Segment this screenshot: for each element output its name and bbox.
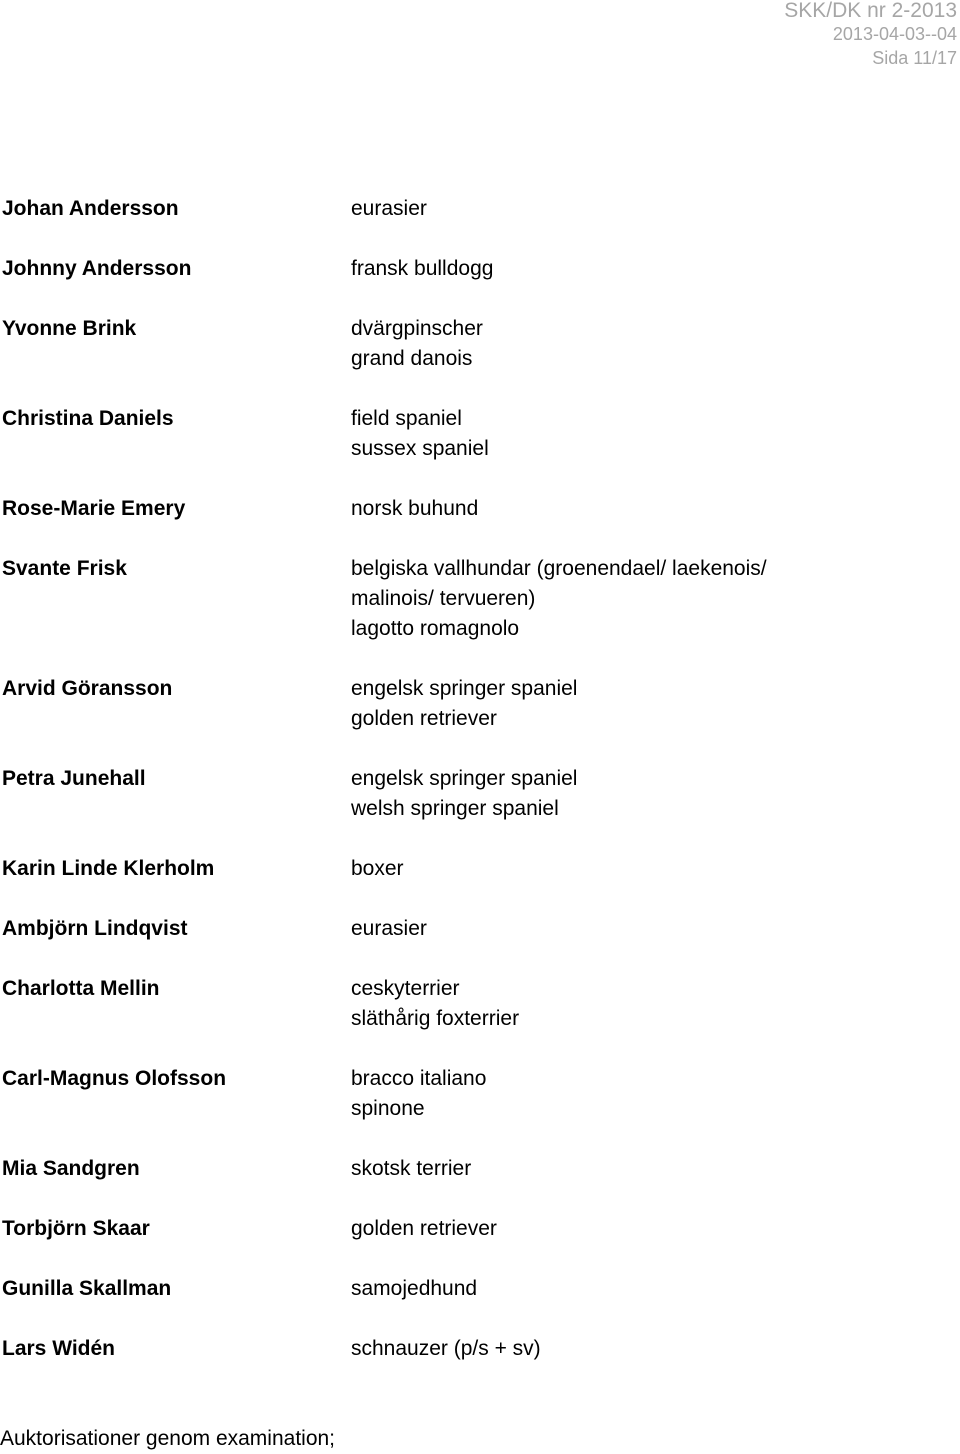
breed-list: [351, 1274, 477, 1304]
breed-list: [351, 554, 767, 644]
breed-list: [351, 764, 577, 824]
judge-name: Torbjörn Skaar: [2, 1217, 150, 1240]
breed-name: samojedhund: [351, 1277, 478, 1300]
breed-list: [351, 1214, 497, 1244]
breed-name: bracco italiano: [351, 1067, 487, 1090]
breed-name: belgiska vallhundar (groenendael/ laekenois/: [351, 557, 767, 580]
judge-name: Carl-Magnus Olofsson: [2, 1067, 227, 1090]
breed-name: field spaniel: [351, 407, 462, 430]
breed-name: spinone: [351, 1097, 425, 1120]
judge-name: Arvid Göransson: [2, 677, 173, 700]
breed-name: malinois/ tervueren): [351, 587, 536, 610]
breed-list: [351, 194, 427, 224]
breed-list: [351, 404, 489, 464]
breed-name: welsh springer spaniel: [351, 797, 559, 820]
document-id: SKK/DK nr 2-2013: [784, 0, 957, 22]
judge-name: Petra Junehall: [2, 767, 146, 790]
breed-name: golden retriever: [351, 1217, 497, 1240]
judge-name: Johnny Andersson: [2, 257, 192, 280]
judge-name: Johan Andersson: [2, 197, 179, 220]
page-number: Sida 11/17: [872, 48, 957, 68]
breed-list: [351, 1154, 471, 1184]
breed-list: [351, 1334, 541, 1364]
breed-name: fransk bulldogg: [351, 257, 494, 280]
breed-name: engelsk springer spaniel: [351, 767, 578, 790]
breed-name: boxer: [351, 857, 404, 880]
judge-name: Ambjörn Lindqvist: [2, 917, 188, 940]
breed-name: lagotto romagnolo: [351, 617, 520, 640]
breed-list: [351, 494, 478, 524]
judge-name: Charlotta Mellin: [2, 977, 160, 1000]
judge-name: Svante Frisk: [2, 557, 127, 580]
breed-name: släthårig foxterrier: [351, 1007, 520, 1030]
judge-name: Rose-Marie Emery: [2, 497, 186, 520]
judge-name: Gunilla Skallman: [2, 1277, 172, 1300]
breed-list: [351, 674, 577, 734]
page-header: [784, 0, 957, 70]
breed-list: [351, 974, 519, 1034]
breed-name: golden retriever: [351, 707, 497, 730]
breed-name: norsk buhund: [351, 497, 479, 520]
breed-name: grand danois: [351, 347, 473, 370]
breed-name: skotsk terrier: [351, 1157, 472, 1180]
breed-name: dvärgpinscher: [351, 317, 483, 340]
judge-name: Christina Daniels: [2, 407, 174, 430]
breed-list: [351, 254, 493, 284]
judge-name: Karin Linde Klerholm: [2, 857, 215, 880]
breed-name: schnauzer (p/s + sv): [351, 1337, 541, 1360]
breed-list: [351, 314, 483, 374]
judge-name: Lars Widén: [2, 1337, 115, 1360]
breed-list: [351, 1064, 486, 1124]
document-date: 2013-04-03--04: [832, 24, 957, 44]
judge-name: Mia Sandgren: [2, 1157, 140, 1180]
breed-name: engelsk springer spaniel: [351, 677, 578, 700]
breed-name: eurasier: [351, 197, 427, 220]
judge-name: Yvonne Brink: [2, 317, 137, 340]
breed-list: [351, 914, 427, 944]
breed-list: [351, 854, 404, 884]
breed-name: sussex spaniel: [351, 437, 489, 460]
section-heading: Auktorisationer genom examination;: [0, 1427, 336, 1450]
breed-name: ceskyterrier: [351, 977, 460, 1000]
breed-name: eurasier: [351, 917, 427, 940]
